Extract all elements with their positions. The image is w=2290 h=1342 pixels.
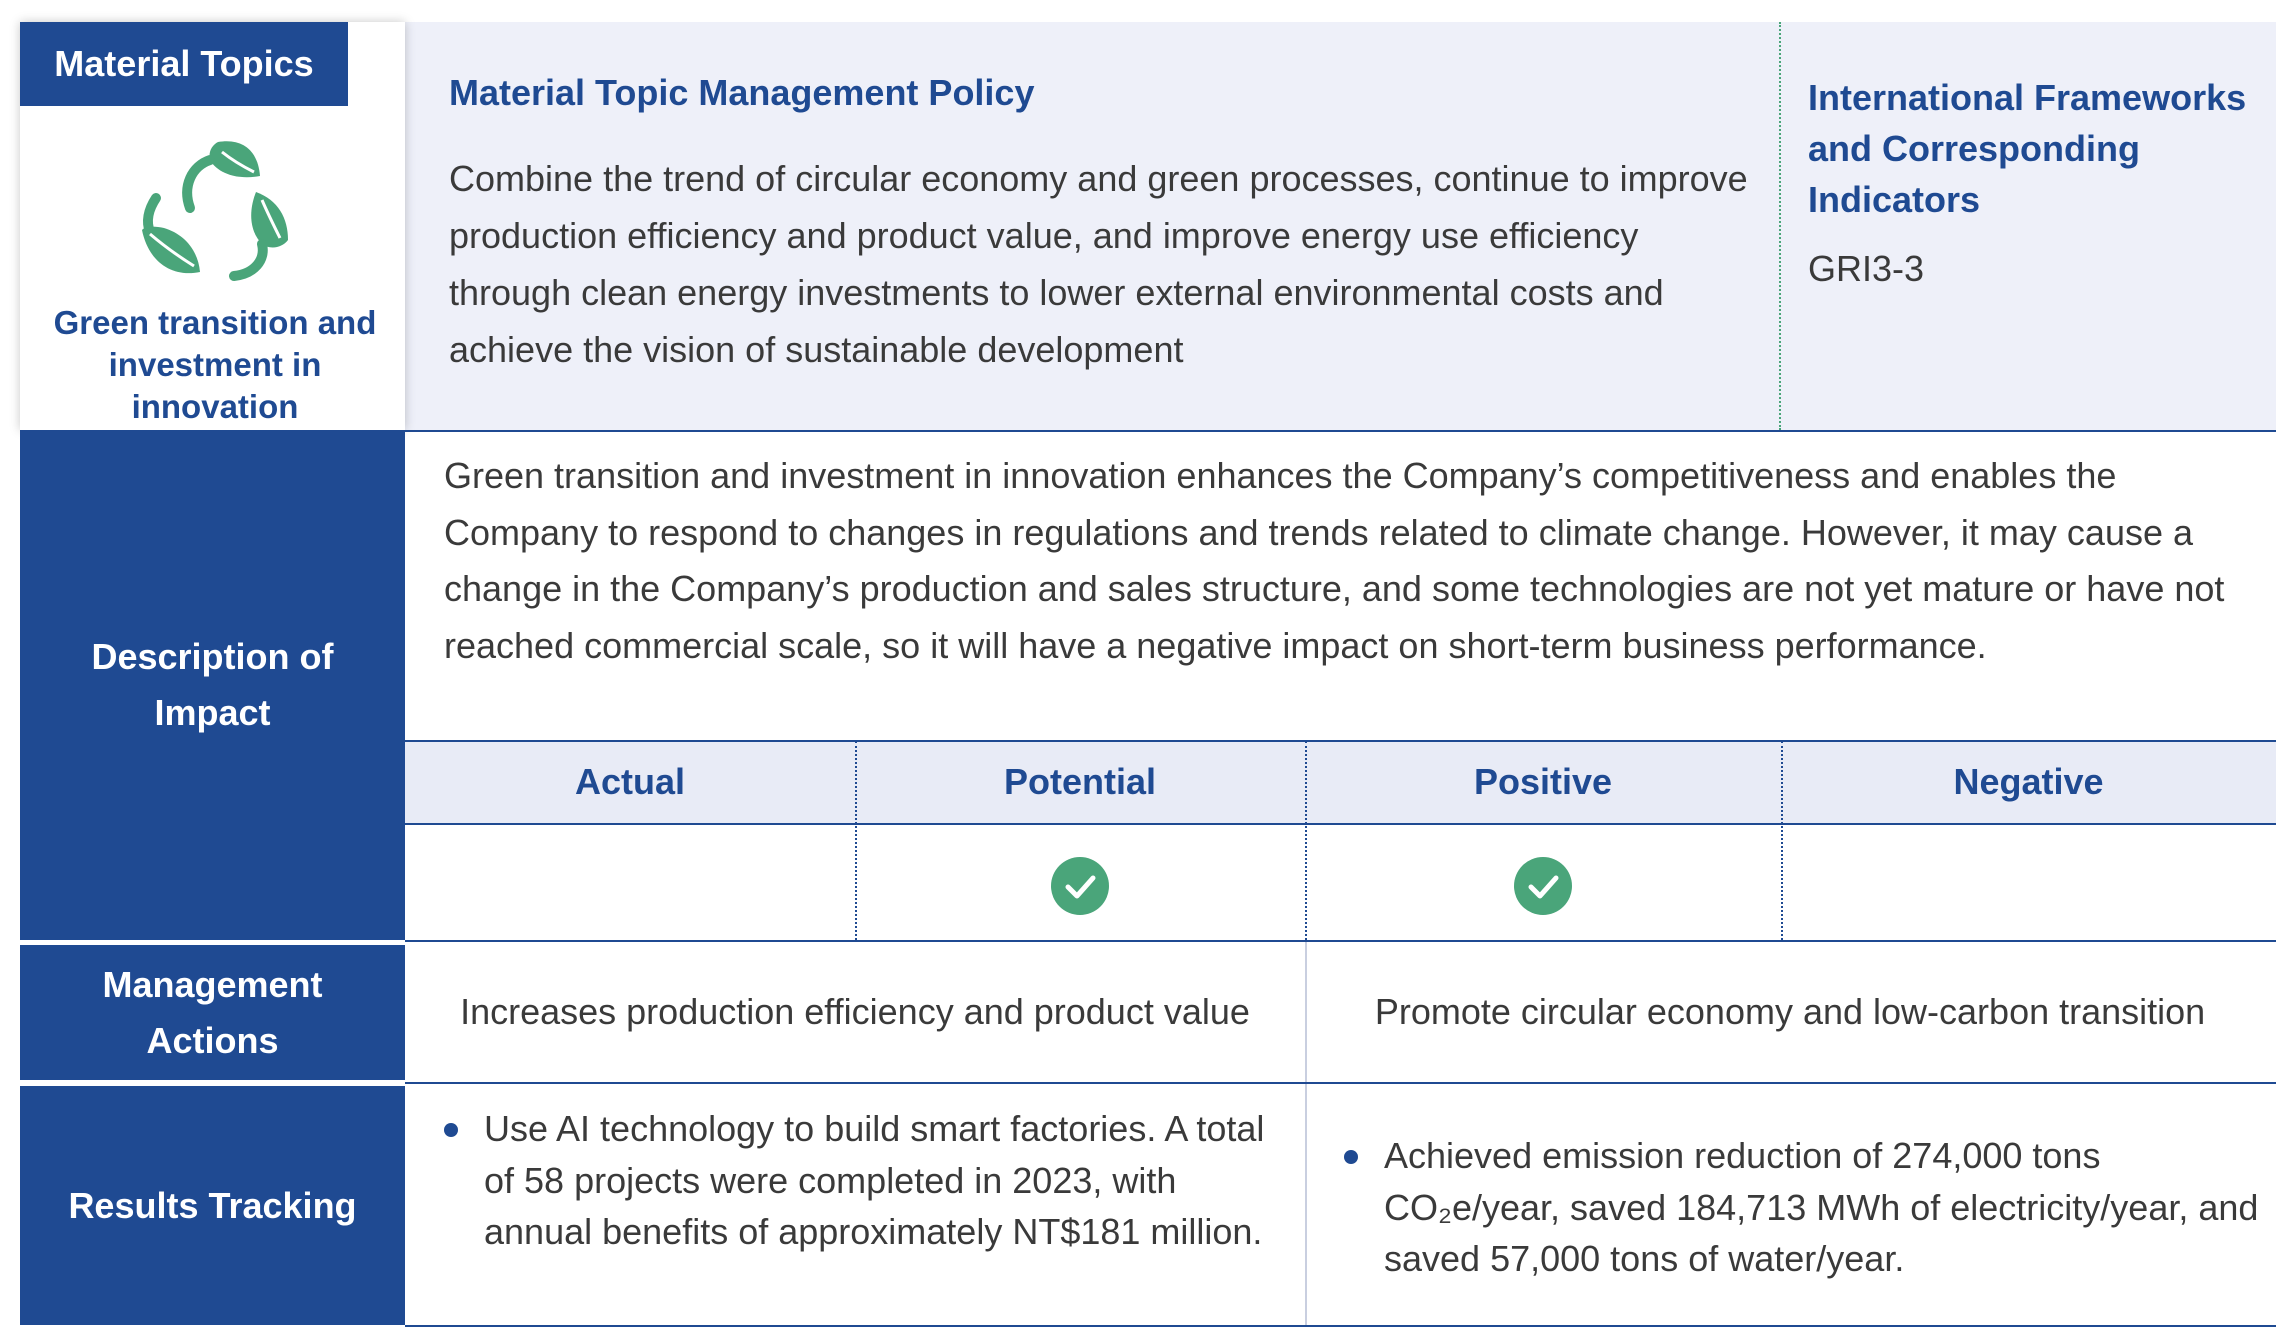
row-divider [405,940,2276,942]
column-negative: Negative [1953,761,2104,802]
row-divider [405,1325,2276,1327]
result-text-right: Achieved emission reduction of 274,000 tons CO₂e/year, saved 184,713 MWh of electricity/year, and saved 57,000 tons of water/year. [1384,1135,2259,1279]
column-divider [1781,741,1783,940]
results-tracking-label [20,1083,405,1325]
management-actions-text: Management Actions [102,963,323,1061]
management-action-left: Increases production efficiency and product value [460,991,1250,1032]
row-divider [405,1082,2276,1084]
frameworks-title: International Frameworks and Corresponding Indicators [1808,77,2247,220]
column-potential: Potential [1003,761,1156,802]
management-action-right: Promote circular economy and low-carbon transition [1374,991,2206,1032]
row-divider [405,823,2276,825]
result-text-left: Use AI technology to build smart factories. A total of 58 projects were completed in 2023, with annual benefits of approximately NT$181 million. [484,1108,1265,1252]
policy-text: Combine the trend of circular economy and green processes, continue to improve production efficiency and product value, and improve energy use efficiency through clean energy investments to lower external environmental costs and achieve the vision of sustainable development [449,158,1748,370]
column-positive: Positive [1473,761,1613,802]
policy-frameworks-divider [1779,22,1781,430]
results-list-right [1344,1130,2264,1285]
policy-title: Material Topic Management Policy [449,72,1035,113]
results-tracking-text: Results Tracking [68,1184,357,1226]
material-topics-tag: Material Topics [20,22,348,106]
topic-name: Green transition and investment in innovation [53,304,377,425]
impact-description: Green transition and investment in innovation enhances the Company’s competitiveness and enables the Company to respond to changes in regulations and trends related to climate change. However, it may cause a change in the Company’s production and sales structure, and some technologies are not yet mature or have not reached commercial scale, so it will have a negative impact on short-term business performance. [444,455,2225,666]
results-list-left [444,1103,1284,1258]
column-divider [1305,741,1307,940]
description-of-impact-text: Description of Impact [91,636,334,733]
column-divider [1305,942,1307,1327]
description-of-impact-label [20,430,405,940]
management-actions-label [20,942,405,1080]
recycle-leaves-icon [138,136,292,284]
positive-check-icon [1514,857,1572,915]
row-divider [405,430,2276,432]
bullet-icon [1344,1150,1358,1164]
column-divider [855,741,857,940]
list-item [1344,1130,2264,1285]
potential-check-icon [1051,857,1109,915]
frameworks-code: GRI3-3 [1808,248,1925,289]
list-item [444,1103,1284,1258]
column-actual: Actual [574,761,686,802]
bullet-icon [444,1123,458,1137]
